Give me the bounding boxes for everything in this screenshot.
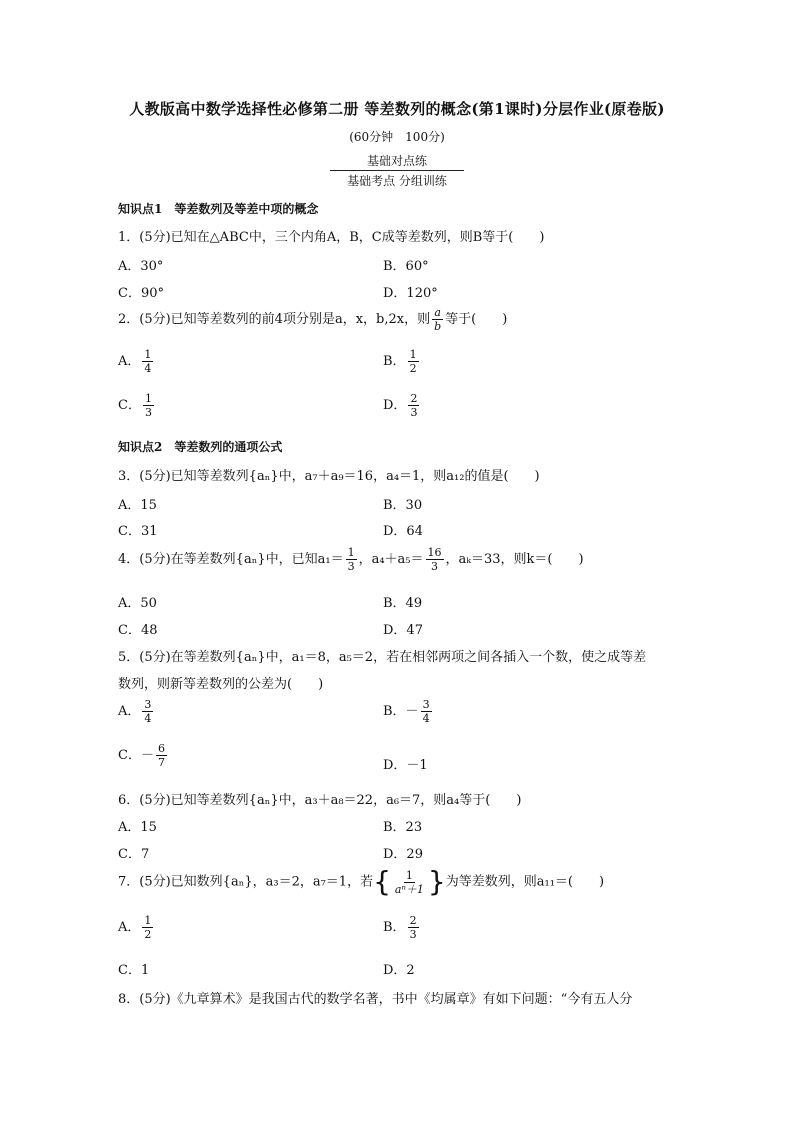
frac-den: 3 (431, 560, 439, 573)
option-label: D． (383, 398, 407, 413)
option-label: B．－ (383, 704, 419, 719)
fraction (393, 869, 426, 896)
frac-num: 2 (410, 392, 418, 405)
q7-stem-pre: 7．(5分)已知数列{aₙ}，a₃＝2，a₇＝1，若 (118, 874, 374, 890)
q2-stem-post: 等于( ) (445, 312, 508, 327)
fraction (421, 698, 432, 725)
q2-stem-pre: 2．(5分)已知等差数列的前4项分别是a，x，b,2x，则 (118, 312, 431, 327)
q7-option-b (383, 914, 421, 941)
question-7 (118, 865, 605, 898)
divider (330, 170, 464, 171)
frac-den: 2 (144, 928, 152, 941)
fraction (142, 914, 153, 941)
section-heading-2: 知识点2 等差数列的通项公式 (118, 440, 283, 454)
q6-option-b: B．23 (383, 820, 423, 835)
q3-option-b: B．30 (383, 498, 423, 513)
q6-option-c: C．7 (118, 847, 150, 862)
frac-num: 1 (144, 914, 152, 927)
option-label: B． (383, 920, 406, 935)
q7-option-d: D．2 (383, 963, 415, 978)
q5-option-c (118, 742, 169, 769)
section-heading-1: 知识点1 等差数列及等差中项的概念 (118, 202, 319, 216)
braced-fraction (373, 865, 446, 898)
q2-option-c (118, 392, 156, 419)
right-brace-icon: } (427, 865, 446, 898)
frac-num: 1 (405, 868, 413, 882)
option-label: B． (383, 354, 406, 369)
q4-option-b: B．49 (383, 596, 423, 611)
fraction (408, 392, 419, 419)
question-3: 3．(5分)已知等差数列{aₙ}中，a₇＋a₉＝16，a₄＝1，则a₁₂的值是( ) (118, 469, 540, 484)
option-label: C． (118, 398, 141, 413)
page-title: 人教版高中数学选择性必修第二册 等差数列的概念(第1课时)分层作业(原卷版) (129, 100, 665, 118)
q2-option-b (383, 348, 421, 375)
question-6: 6．(5分)已知等差数列{aₙ}中，a₃＋a₈＝22，a₆＝7，则a₄等于( ) (118, 793, 522, 808)
frac-num: 1 (144, 348, 152, 361)
frac-den: 7 (157, 756, 165, 769)
frac-num: 3 (422, 698, 430, 711)
q1-option-d: D．120° (383, 286, 438, 301)
question-5-line-1: 5．(5分)在等差数列{aₙ}中，a₁＝8，a₅＝2，若在相邻两项之间各插入一个数，使之成等差 (118, 650, 647, 665)
frac-den: 4 (144, 362, 152, 375)
frac-den: 4 (144, 712, 152, 725)
fraction (143, 392, 154, 419)
q2-fraction (432, 306, 443, 333)
q7-stem-post: 为等差数列，则a₁₁＝( ) (445, 874, 605, 890)
frac-num: 3 (144, 698, 152, 711)
q5-option-b (383, 698, 434, 725)
option-label: C．－ (118, 748, 154, 763)
block-label: 基础对点练 (366, 154, 427, 168)
q7-option-c: C．1 (118, 963, 150, 978)
q2-frac-den: b (434, 320, 442, 333)
q4-option-d: D．47 (383, 623, 423, 638)
fraction (142, 348, 153, 375)
option-label: A． (118, 704, 141, 719)
q1-option-b: B．60° (383, 259, 429, 274)
left-brace-icon: { (373, 865, 391, 898)
block-sub: 基础考点 分组训练 (347, 174, 447, 188)
fraction (156, 742, 167, 769)
frac-den: 2 (409, 362, 417, 375)
frac-num: 2 (409, 914, 417, 927)
frac-num: 6 (157, 742, 165, 755)
q4-stem-pre: 4．(5分)在等差数列{aₙ}中，已知a₁＝ (118, 552, 344, 567)
q1-option-c: C．90° (118, 286, 164, 301)
question-4 (118, 546, 584, 573)
fraction (346, 546, 357, 573)
q1-option-a: A．30° (118, 259, 164, 274)
q5-option-d: D．－1 (383, 758, 428, 773)
q4-option-a: A．50 (118, 596, 157, 611)
q3-option-a: A．15 (118, 498, 157, 513)
fraction (426, 546, 444, 573)
question-8: 8．(5分)《九章算术》是我国古代的数学名著，书中《均属章》有如下问题：“今有五人分 (118, 992, 633, 1007)
fraction (408, 348, 419, 375)
question-1: 1．(5分)已知在△ABC中，三个内角A，B，C成等差数列，则B等于( ) (118, 230, 545, 245)
q2-frac-num: a (434, 306, 441, 319)
q2-option-d (383, 392, 421, 419)
fraction (408, 914, 419, 941)
q5-option-a (118, 698, 155, 725)
frac-num: 1 (409, 348, 417, 361)
q6-option-a: A．15 (118, 820, 157, 835)
q7-option-a (118, 914, 155, 941)
frac-num: 1 (144, 392, 152, 405)
question-5-line-2: 数列，则新等差数列的公差为( ) (118, 677, 324, 692)
q3-option-d: D．64 (383, 524, 423, 539)
q3-option-c: C．31 (118, 524, 158, 539)
frac-num: 16 (427, 546, 442, 559)
option-label: A． (118, 354, 141, 369)
q4-stem-mid: ，a₄＋a₅＝ (358, 552, 424, 567)
time-score: (60分钟 100分) (349, 130, 445, 144)
q2-option-a (118, 348, 155, 375)
option-label: A． (118, 920, 141, 935)
frac-den: 3 (347, 560, 355, 573)
frac-den: 4 (422, 712, 430, 725)
frac-den: aⁿ＋1 (394, 882, 424, 896)
frac-num: 1 (347, 546, 355, 559)
q4-option-c: C．48 (118, 623, 158, 638)
fraction (142, 698, 153, 725)
question-2 (118, 306, 507, 333)
frac-den: 3 (409, 928, 417, 941)
frac-den: 3 (144, 406, 152, 419)
q4-stem-post: ，aₖ＝33，则k＝( ) (445, 552, 584, 567)
q6-option-d: D．29 (383, 847, 423, 862)
frac-den: 3 (410, 406, 418, 419)
